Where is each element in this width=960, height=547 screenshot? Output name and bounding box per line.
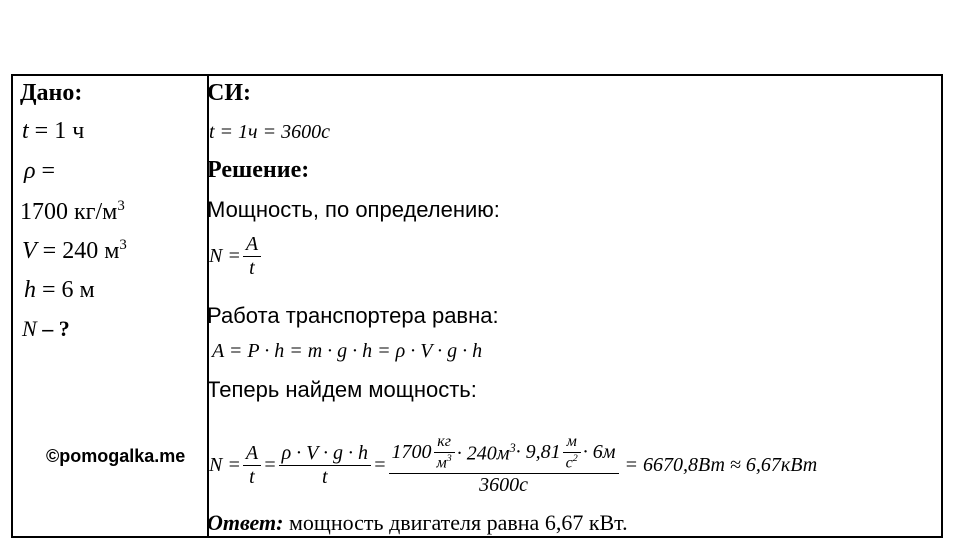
solution-heading: Решение: — [207, 157, 310, 183]
time-symbol: t — [22, 118, 29, 144]
definition-line: Мощность, по определению: — [207, 197, 500, 222]
kg-unit: кг — [437, 433, 451, 451]
volume-exponent: 3 — [119, 237, 127, 253]
f3-num-6m: · 6м — [582, 441, 616, 464]
height-value: = 6 м — [36, 277, 95, 303]
answer-text: мощность двигателя равна 6,67 кВт. — [283, 510, 628, 535]
s2-unit: $с^2$ — [565, 452, 578, 472]
si-heading: СИ: — [207, 80, 251, 106]
given-density-value — [20, 198, 125, 226]
height-symbol: h — [24, 277, 36, 303]
f3-result: = 6670,8Вт ≈ 6,67кВт — [624, 453, 818, 476]
f3-fraction1 — [243, 442, 261, 489]
power-definition-formula — [209, 233, 263, 280]
watermark: ©pomogalka.me — [46, 446, 186, 466]
density-equals: = — [35, 158, 56, 184]
m-per-s2-fraction — [563, 433, 581, 472]
volume-value: = 240 м — [36, 238, 120, 264]
given-heading: Дано: — [20, 80, 83, 106]
density-value: 1700 кг/м — [20, 199, 118, 225]
given-volume — [22, 237, 127, 265]
volume-symbol: V — [22, 238, 37, 264]
f3-num-240: · $240м^3$ — [456, 440, 516, 465]
density-symbol: ρ — [24, 158, 36, 184]
f3-fraction3-den: 3600с — [479, 473, 528, 496]
f3-fraction3 — [389, 433, 619, 496]
answer-line — [207, 510, 628, 536]
power-symbol: N — [22, 316, 37, 341]
work-line: Работа транспортера равна: — [207, 303, 499, 328]
power-calculation — [209, 416, 817, 514]
given-time — [22, 118, 84, 145]
f3-eq1: = — [263, 453, 277, 476]
power-question: – ? — [36, 316, 70, 341]
answer-label: Ответ: — [207, 510, 284, 535]
f3-fraction2-den: t — [322, 465, 328, 488]
f3-fraction1-den: t — [249, 465, 255, 488]
f3-num-981: · 9,81 — [515, 441, 561, 464]
f3-eq2: = — [373, 453, 387, 476]
si-conversion: t = 1ч = 3600с — [209, 121, 330, 143]
formula1-lhs: N = — [209, 245, 241, 267]
formula1-fraction — [243, 233, 261, 280]
f3-lhs: N = — [209, 453, 241, 476]
formula1-denominator: t — [249, 257, 255, 279]
f3-fraction1-num: A — [245, 441, 259, 464]
kg-per-m3-fraction — [434, 433, 455, 472]
f3-fraction2-num: ρ · V · g · h — [281, 441, 369, 464]
m-unit: м — [566, 433, 577, 451]
density-exponent: 3 — [117, 198, 125, 214]
given-density — [24, 158, 55, 185]
m3-unit: $м^3$ — [436, 452, 452, 472]
power-line: Теперь найдем мощность: — [207, 377, 477, 402]
f3-fraction2 — [279, 442, 371, 489]
work-formula: A = P · h = m · g · h = ρ · V · g · h — [212, 340, 483, 362]
time-value: = 1 ч — [28, 118, 85, 144]
f3-fraction3-num — [389, 433, 619, 472]
given-height — [24, 277, 95, 304]
given-unknown — [22, 316, 70, 342]
f3-num-1700: 1700 — [391, 441, 432, 464]
formula1-numerator: A — [245, 233, 259, 255]
